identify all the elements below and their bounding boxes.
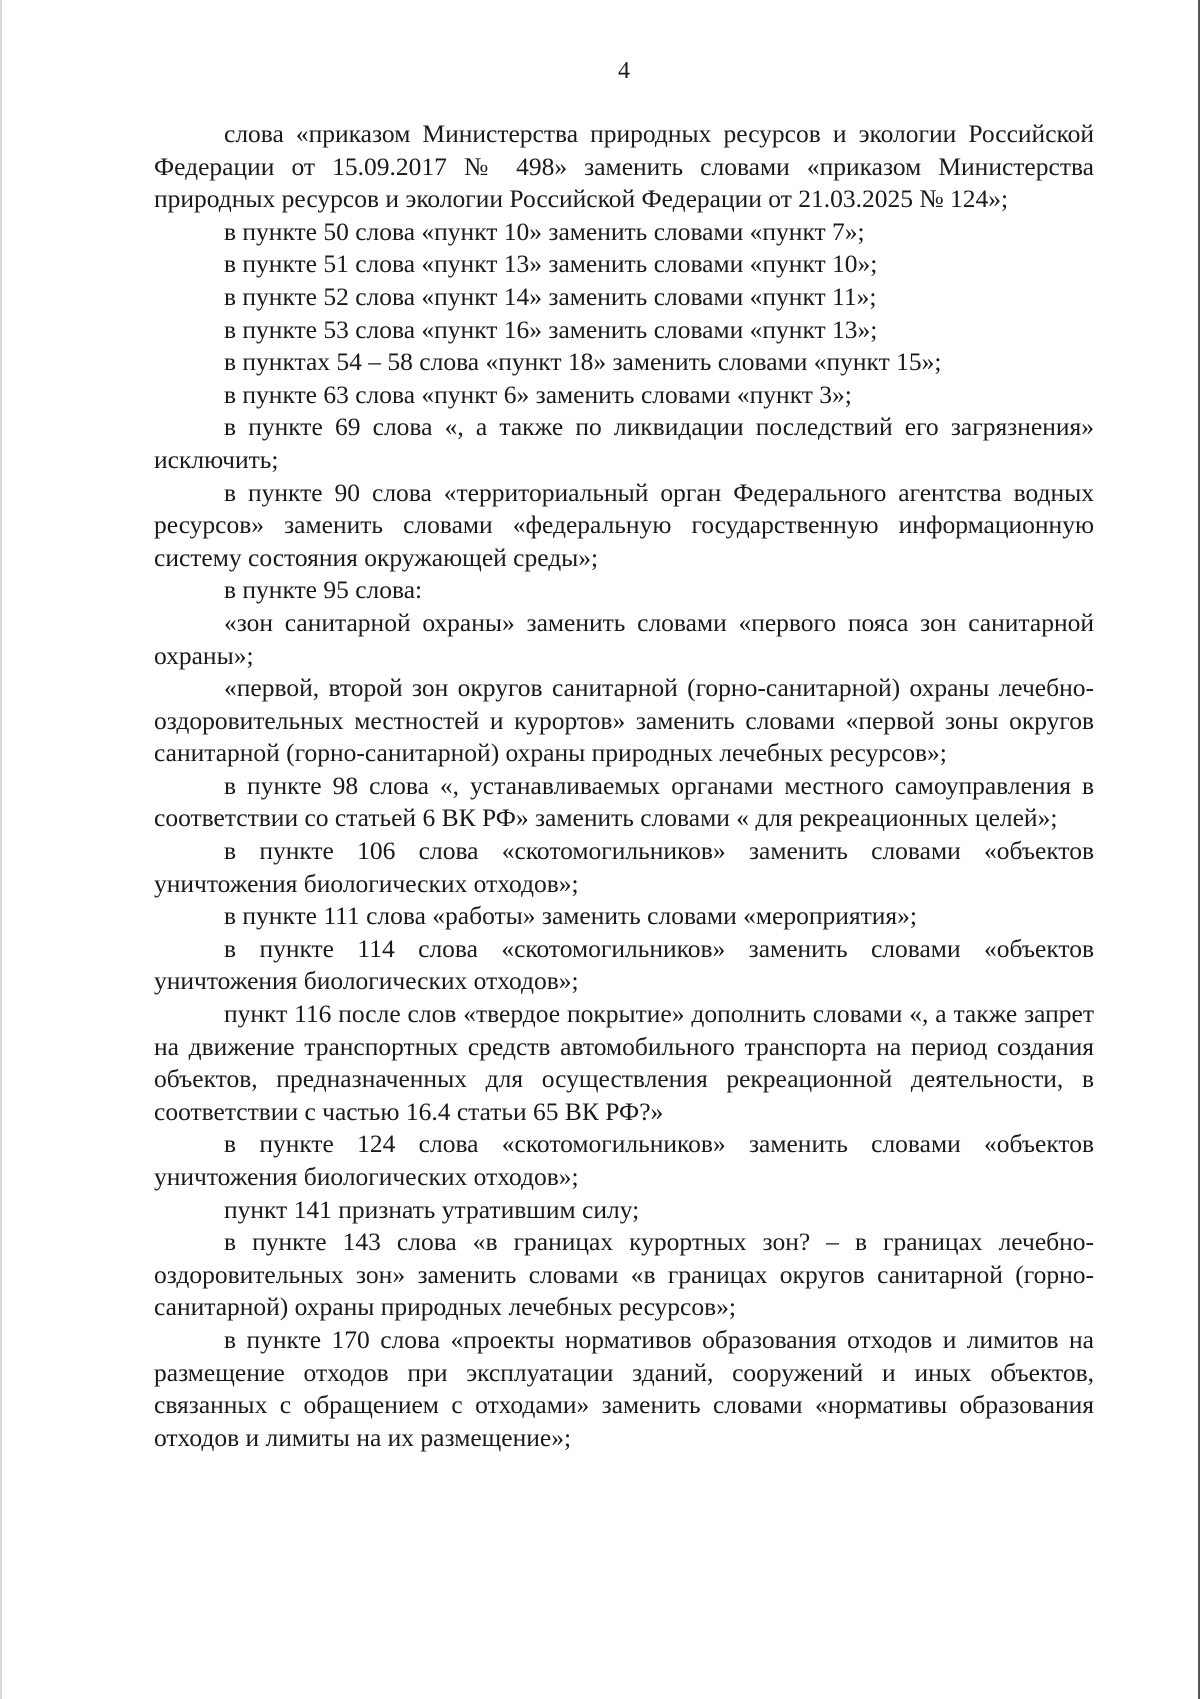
paragraph: слова «приказом Министерства природных ресурсов и экологии Российской Федерации от 15.09.2017 № 498» заменить словами «приказом Министерства природных ресурсов и экологии Российской Федерации от 21.03.2025 № 124»; <box>154 119 1094 214</box>
paragraph: в пункте 63 слова «пункт 6» заменить словами «пункт 3»; <box>224 379 852 409</box>
paragraph: в пункте 53 слова «пункт 16» заменить словами «пункт 13»; <box>224 314 878 344</box>
paragraph: пункт 141 признать утратившим силу; <box>224 1194 640 1224</box>
paragraph: в пункте 111 слова «работы» заменить словами «мероприятия»; <box>224 901 917 931</box>
paragraph: в пункте 69 слова «, а также по ликвидации последствий его загрязнения» исключить; <box>154 412 1094 474</box>
paragraph: пункт 116 после слов «твердое покрытие» дополнить словами «, а также запрет на движение транспортных средств автомобильного транспорта на период создания объектов, предназначенных для осуществления рекреационной деятельности, в соответствии с частью 16.4 статьи 65 ВК РФ?» <box>154 999 1094 1126</box>
paragraph: «зон санитарной охраны» заменить словами «первого пояса зон санитарной охраны»; <box>154 607 1094 670</box>
paragraph: в пункте 51 слова «пункт 13» заменить словами «пункт 10»; <box>224 249 878 279</box>
document-body <box>154 118 1094 1454</box>
paragraph: «первой, второй зон округов санитарной (горно-санитарной) охраны лечебно-оздоровительных местностей и курортов» заменить словами «первой зоны округов санитарной (горно-санитарной) охраны природных лечебных ресурсов»; <box>154 673 1094 768</box>
scan-edge-left <box>0 0 2 1699</box>
paragraph: в пункте 50 слова «пункт 10» заменить словами «пункт 7»; <box>224 216 865 246</box>
paragraph: в пункте 114 слова «скотомогильников» заменить словами «объектов уничтожения биологических отходов»; <box>154 933 1094 996</box>
paragraph: в пункте 90 слова «территориальный орган Федерального агентства водных ресурсов» заменить словами «федеральную государственную информационную систему состояния окружающей среды»; <box>154 477 1094 572</box>
paragraph: в пункте 98 слова «, устанавливаемых органами местного самоуправления в соответствии со статьей 6 ВК РФ» заменить словами « для рекреационных целей»; <box>154 770 1094 833</box>
paragraph: в пункте 124 слова «скотомогильников» заменить словами «объектов уничтожения биологических отходов»; <box>154 1129 1094 1191</box>
page-number: 4 <box>618 58 630 84</box>
paragraph: в пунктах 54 – 58 слова «пункт 18» заменить словами «пункт 15»; <box>224 347 942 377</box>
paragraph: в пункте 170 слова «проекты нормативов образования отходов и лимитов на размещение отходов при эксплуатации зданий, сооружений и иных объектов, связанных с обращением с отходами» заменить словами «нормативы образования отходов и лимиты на их размещение»; <box>154 1324 1094 1452</box>
paragraph: в пункте 106 слова «скотомогильников» заменить словами «объектов уничтожения биологических отходов»; <box>154 836 1094 898</box>
paragraph: в пункте 95 слова: <box>224 575 423 605</box>
paragraph: в пункте 52 слова «пункт 14» заменить словами «пункт 11»; <box>224 281 877 311</box>
paragraph: в пункте 143 слова «в границах курортных зон? – в границах лечебно-оздоровительных зон» заменить словами «в границах округов санитарной (горно-санитарной) охраны природных лечебных ресурсов»; <box>154 1227 1094 1322</box>
